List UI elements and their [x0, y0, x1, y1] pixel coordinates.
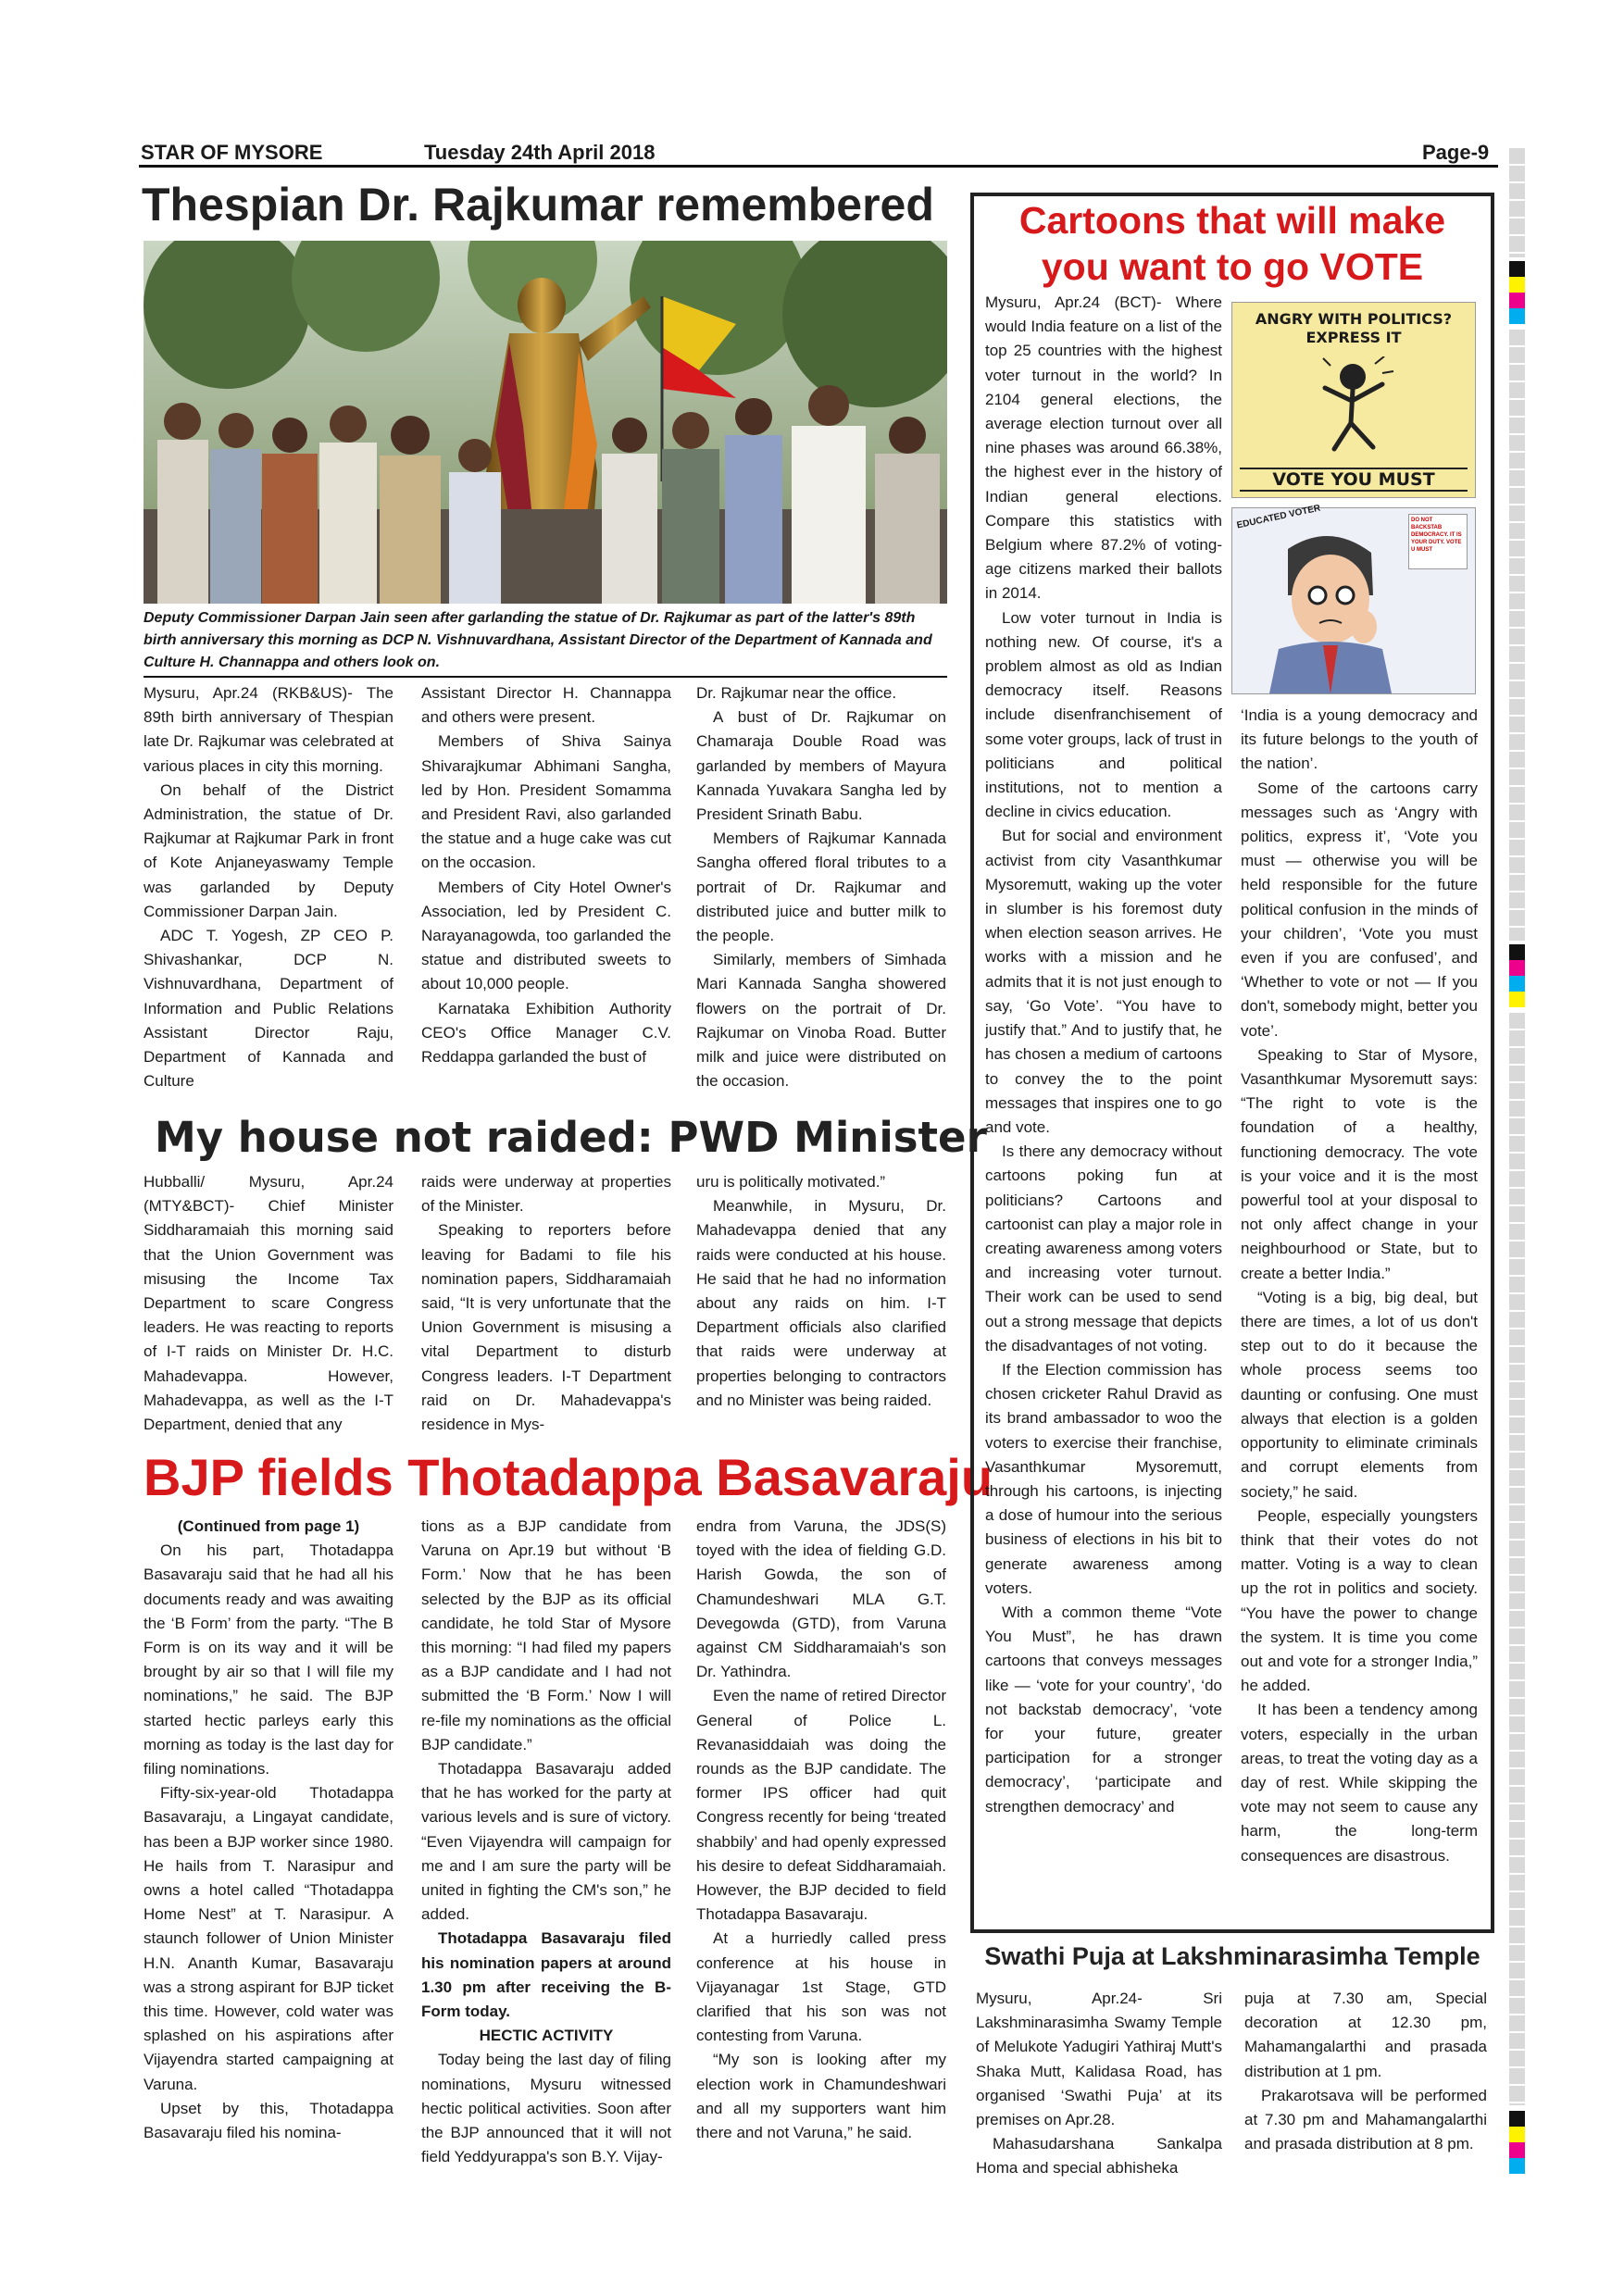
swathi-col-1 — [976, 1987, 1222, 2181]
paragraph: Thotadappa Basavaraju added that he has worked for the party at various levels and is sure of victory. “Even Vijayendra will campaign for me and I am sure the party will be united in fighting the CM's son,” he added. — [421, 1760, 671, 1924]
caption-rule — [144, 676, 947, 678]
bjp-col-1 — [144, 1515, 394, 2145]
subhead: HECTIC ACTIVITY — [479, 2027, 614, 2045]
pwd-col-2 — [421, 1170, 671, 1437]
cartoons-headline-line2: you want to go VOTE — [1041, 245, 1424, 288]
paragraph: uru is politically motivated.” — [696, 1173, 886, 1191]
paragraph: At a hurriedly called press conference at his house in Vijayanagar 1st Stage, GTD clarified that his son was not contesting from Varuna. — [696, 1929, 946, 2045]
cartoons-headline-line1: Cartoons that will make — [1018, 199, 1446, 242]
bjp-col-2 — [421, 1515, 671, 2169]
paragraph: ‘India is a young democracy and its future belongs to the youth of the nation’. — [1241, 706, 1478, 773]
paragraph: Mysuru, Apr.24 (RKB&US)- The 89th birth anniversary of Thespian late Dr. Rajkumar was celebrated at various places in city this morning. — [144, 684, 394, 775]
rajkumar-caption: Deputy Commissioner Darpan Jain seen after garlanding the statue of Dr. Rajkumar as part of the latter's 89th birth anniversary this morning as DCP N. Vishnuvardhana, Assistant Director of the Department of Kannada and Culture H. Channappa and others look on. — [144, 610, 932, 670]
paragraph: People, especially youngsters think that their votes do not matter. Voting is a way to clean up the rot in politics and society. “You have the power to change the system. It is time you come out and vote for a stronger India,” he added. — [1241, 1506, 1478, 1695]
paragraph: Upset by this, Thotadappa Basavaraju filed his nomina- — [144, 2099, 394, 2142]
cartoon-note: DO NOT BACKSTAB DEMOCRACY. IT IS YOUR DUTY. VOTE U MUST — [1408, 514, 1468, 569]
cartoon-top-text: ANGRY WITH POLITICS? EXPRESS IT — [1255, 310, 1453, 346]
paragraph: Members of Shiva Sainya Shivarajkumar Abhimani Sangha, led by Hon. President Somamma and President Ravi, also garlanded the statue and a huge cake was cut on the occasion. — [421, 732, 671, 872]
paragraph: ADC T. Yogesh, ZP CEO P. Shivashankar, DCP N. Vishnuvardhana, Department of Information and Public Relations Assistant Director Raju, Department of Kannada and Culture — [144, 927, 394, 1091]
cartoon-educated-voter — [1231, 503, 1476, 694]
stick-figure-icon — [1297, 356, 1408, 458]
paragraph: Dr. Rajkumar near the office. — [696, 684, 897, 702]
paragraph: “Voting is a big, big deal, but there are times, a lot of us don't step out to do it because the whole process seems too daunting or confusing. One must always that election is a golden opportunity to eliminate criminals and corrupt elements from society,” he said. — [1241, 1288, 1478, 1501]
paragraph: It has been a tendency among voters, especially in the urban areas, to treat the voting day as a day of rest. While skipping the vote may not seem to cause any harm, the long-term consequences are disastrous. — [1241, 1701, 1478, 1865]
paragraph: Today being the last day of filing nominations, Mysuru witnessed hectic political activities. Soon after the BJP announced that it will not field Yeddyurappa's son B.Y. Vijay- — [421, 2051, 671, 2166]
worried-voter-icon — [1251, 530, 1408, 693]
rajkumar-photo — [144, 241, 947, 604]
paragraph: With a common theme “Vote You Must”, he has drawn cartoons that conveys messages like — ‘vote for your country’, ‘do not backstab democracy’, ‘vote for your future, greater participation for a stronger democracy’, ‘participate and strengthen democracy’ and — [985, 1603, 1222, 1816]
paper-name: STAR OF MYSORE — [141, 141, 323, 164]
continued-note: (Continued from page 1) — [177, 1517, 360, 1535]
paragraph: Speaking to reporters before leaving for Badami to file his nomination papers, Siddharamaiah said, “It is very unfortunate that the Union Government is misusing a vital Department to disturb Congress leaders. I-T Department raid on Dr. Mahadevappa's residence in Mys- — [421, 1221, 671, 1434]
paragraph: Even the name of retired Director General of Police L. Revanasiddaiah was doing the rounds as the BJP candidate. The former IPS officer had quit Congress recently for being ‘treated shabbily’ and had openly expressed his desire to defeat Siddharamaiah. However, the BJP decided to field Thotadappa Basavaraju. — [696, 1687, 946, 1924]
cartoons-col-1 — [985, 291, 1222, 1819]
paragraph: Assistant Director H. Channappa and others were present. — [421, 684, 671, 727]
cartoon-bottom-banner: VOTE YOU MUST — [1240, 468, 1468, 492]
swathi-col-2 — [1244, 1987, 1487, 2156]
paragraph: Members of Rajkumar Kannada Sangha offered floral tributes to a portrait of Dr. Rajkumar and distributed juice and butter milk to the people. — [696, 830, 946, 945]
paragraph: “My son is looking after my election work in Chamundeshwari and all my supporters want him there and not Varuna,” he said. — [696, 2051, 946, 2142]
paragraph: tions as a BJP candidate from Varuna on Apr.19 but without ‘B Form.’ Now that he has been selected by the BJP as its official candidate, he told Star of Mysore this morning: “I had filed my papers as a BJP candidate and I had not submitted the ‘B Form.’ Now I will re-file my nominations as the official BJP candidate.” — [421, 1517, 671, 1753]
paragraph: Fifty-six-year-old Thotadappa Basavaraju, a Lingayat candidate, has been a BJP worker since 1980. He hails from T. Narasipur and owns a hotel called “Thotadappa Home Nest” at T. Narasipur. A staunch follower of Union Minister H.N. Ananth Kumar, Basavaraju was a strong aspirant for BJP ticket this time. However, cold water was splashed on his aspirations after Vijayendra started campaigning at Varuna. — [144, 1784, 394, 2093]
paragraph: Is there any democracy without cartoons poking fun at politicians? Cartoons and cartoonist can play a major role in creating awareness among voters and increasing voter turnout. Their work can be used to send out a strong message that depicts the disadvantages of not voting. — [985, 1142, 1222, 1354]
cartoons-col-2 — [1241, 704, 1478, 1868]
paragraph: Mahasudarshana Sankalpa Homa and special abhisheka — [976, 2135, 1222, 2177]
gray-tint-strip — [1509, 330, 1525, 941]
registration-marks — [1509, 261, 1525, 324]
paragraph: But for social and environment activist from city Vasanthkumar Mysoremutt, waking up the voter in slumber is his foremost duty when election season arrives. He works with a mission and he admits that it is not just enough to say, ‘Go Vote’. “You have to justify that.” And to justify that, he has chosen a medium of cartoons to convey the to the point messages that inspires one to go and vote. — [985, 827, 1222, 1136]
paragraph: Prakarotsava will be performed at 7.30 pm and Mahamangalarthi and prasada distribution at 8 pm. — [1244, 2086, 1487, 2153]
page-number: Page-9 — [1422, 141, 1490, 164]
paragraph: Meanwhile, in Mysuru, Dr. Mahadevappa denied that any raids were conducted at his house. He said that he had no information about any raids on him. I-T Department officials also clarified that raids were underway at properties belonging to contractors and no Minister was being raided. — [696, 1197, 946, 1409]
gray-tint-strip — [1509, 1013, 1525, 2105]
paragraph: Low voter turnout in India is nothing new. Of course, it's a problem almost as old as Indian democracy itself. Reasons include disenfranchisement of some voter groups, lack of trust in politicians and political institutions, not to mention a decline in civics education. — [985, 608, 1222, 821]
paragraph: endra from Varuna, the JDS(S) toyed with the idea of fielding G.D. Harish Gowda, the son of Chamundeshwari MLA G.T. Devegowda (GTD), from Varuna against CM Siddharamaiah's son Dr. Yathindra. — [696, 1517, 946, 1681]
paragraph: If the Election commission has chosen cricketer Rahul Dravid as its brand ambassador to woo the voters to exercise their franchise, Vasanthkumar Mysoremutt, through his cartoons, is injecting a dose of humour into the serious business of elections in his bit to generate awareness among voters. — [985, 1360, 1222, 1597]
statue-ceremony-illustration — [144, 241, 947, 604]
cartoon-tag: EDUCATED VOTER — [1235, 503, 1322, 531]
paragraph: Similarly, members of Simhada Mari Kannada Sangha showered flowers on the portrait of Dr. Rajkumar on Vinoba Road. Butter milk and juice were distributed on the occasion. — [696, 951, 946, 1091]
paragraph: A bust of Dr. Rajkumar on Chamaraja Double Road was garlanded by members of Mayura Kannada Yuvakara Sangha led by President Srinath Babu. — [696, 708, 946, 824]
paragraph: raids were underway at properties of the Minister. — [421, 1173, 671, 1216]
registration-marks — [1509, 944, 1525, 1007]
pwd-col-1 — [144, 1170, 394, 1437]
paragraph: Karnataka Exhibition Authority CEO's Office Manager C.V. Reddappa garlanded the bust of — [421, 999, 671, 1067]
paragraph: puja at 7.30 am, Special decoration at 12.30 pm, Mahamangalarthi and prasada distribution at 1 pm. — [1244, 1990, 1487, 2080]
paragraph: Speaking to Star of Mysore, Vasanthkumar Mysoremutt says: “The right to vote is the foundation of a healthy, functioning democracy. The vote is your voice and it is the most powerful tool at your disposal to not only affect change in your neighbourhood or State, but to create a better India.” — [1241, 1045, 1478, 1282]
cartoon-angry-with-politics — [1231, 302, 1476, 498]
bjp-col-3 — [696, 1515, 946, 2145]
pwd-col-3 — [696, 1170, 946, 1413]
bjp-headline: BJP fields Thotadappa Basavaraju — [144, 1448, 993, 1506]
issue-date: Tuesday 24th April 2018 — [424, 141, 656, 164]
rajkumar-col-3 — [696, 681, 946, 1093]
rajkumar-col-1 — [144, 681, 394, 1093]
paragraph: On his part, Thotadappa Basavaraju said that he had all his documents ready and was awaiting the ‘B Form’ from the party. “The B Form is on its way and it will be brought by air so that I will file my nominations,” he said. The BJP started hectic parleys early this morning as today is the last day for filing nominations. — [144, 1541, 394, 1778]
gray-tint-strip — [1509, 148, 1525, 257]
masthead-rule — [139, 165, 1498, 168]
rajkumar-col-2 — [421, 681, 671, 1069]
paragraph: On behalf of the District Administration, the statue of Dr. Rajkumar at Rajkumar Park in front of Kote Anjaneyaswamy Temple was garlanded by Deputy Commissioner Darpan Jain. — [144, 780, 394, 920]
rajkumar-headline: Thespian Dr. Rajkumar remembered — [142, 179, 934, 231]
swathi-headline: Swathi Puja at Lakshminarasimha Temple — [984, 1942, 1480, 1970]
bold-paragraph: Thotadappa Basavaraju filed his nomination papers at around 1.30 pm after receiving the B-Form today. — [421, 1929, 671, 2021]
paragraph: Mysuru, Apr.24 (BCT)- Where would India feature on a list of the top 25 countries with the highest voter turnout in the world? In 2104 general elections, the average election turnout over all nine phases was around 66.38%, the highest ever in the history of Indian general elections. Compare this statistics with Belgium where 87.2% of voting-age citizens marked their ballots in 2014. — [985, 293, 1222, 603]
paragraph: Hubballi/ Mysuru, Apr.24 (MTY&BCT)- Chief Minister Siddharamaiah this morning said that the Union Government was misusing the Income Tax Department to scare Congress leaders. He was reacting to reports of I-T raids on Minister Dr. H.C. Mahadevappa. However, Mahadevappa, as well as the I-T Department, denied that any — [144, 1173, 394, 1434]
paragraph: Mysuru, Apr.24- Sri Lakshminarasimha Swamy Temple of Melukote Yadugiri Yathiraj Mutt's Shaka Mutt, Kalidasa Road, has organised ‘Swathi Puja’ at its premises on Apr.28. — [976, 1990, 1222, 2129]
pwd-headline: My house not raided: PWD Minister — [155, 1113, 987, 1162]
paragraph: Members of City Hotel Owner's Association, led by President C. Narayanagowda, too garlanded the statue and distributed sweets to about 10,000 people. — [421, 878, 671, 993]
paragraph: Some of the cartoons carry messages such as ‘Angry with politics, express it’, ‘Vote you must — otherwise you will be held responsible for the future political confusion in the minds of your children’, ‘Vote you must even if you are confused’, and ‘Whether to vote or not — If you don't, somebody might, better you vote’. — [1241, 779, 1478, 1040]
registration-marks — [1509, 2111, 1525, 2174]
